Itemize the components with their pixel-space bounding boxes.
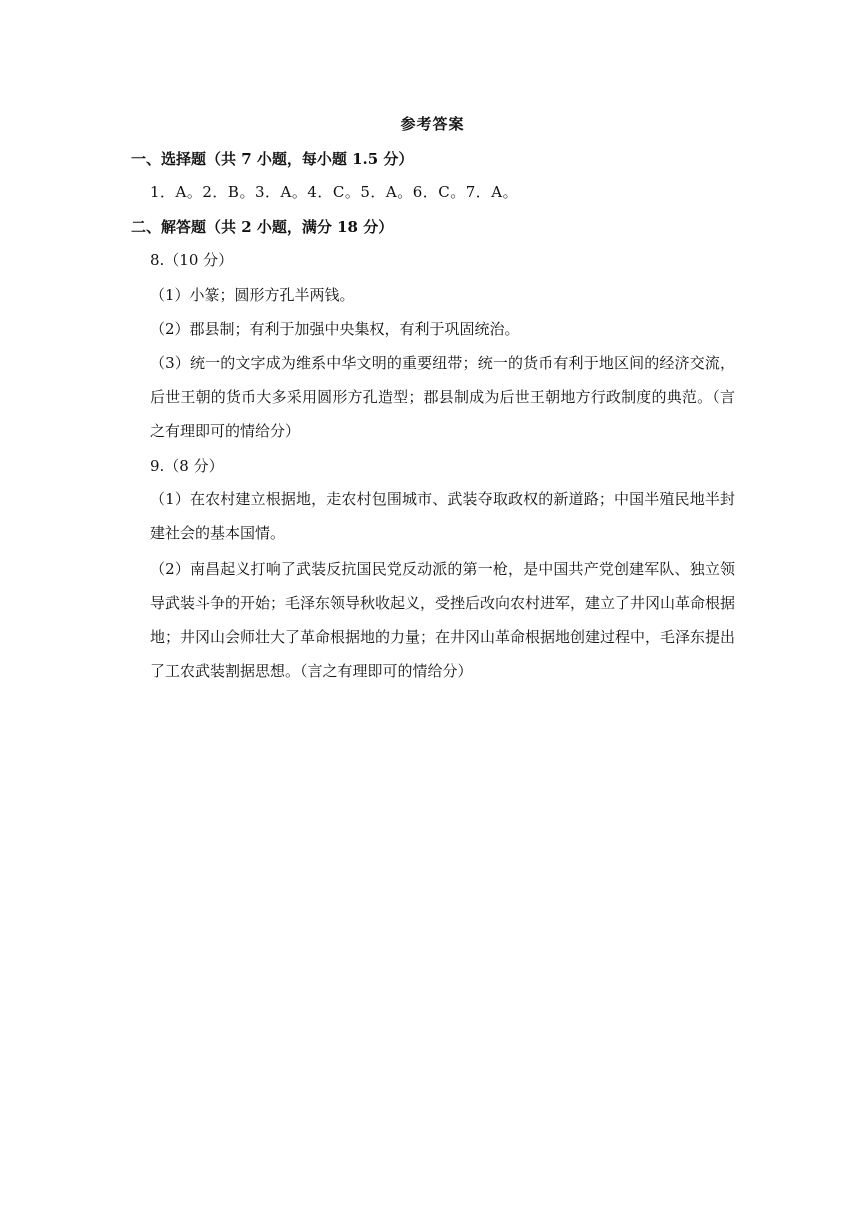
section-1-heading: 一、选择题（共 7 小题，每小题 1.5 分） (131, 150, 414, 168)
question-9-part-2: （2）南昌起义打响了武装反抗国民党反动派的第一枪，是中国共产党创建军队、独立领导武装斗争的开始；毛泽东领导秋收起义，受挫后改向农村进军，建立了井冈山革命根据地；井冈山会师壮大了革命根据地的力量；在井冈山革命根据地创建过程中，毛泽东提出了工农武装割据思想。（言之有理即可的情给分） (150, 560, 736, 680)
question-8-label: 8.（10 分） (150, 251, 234, 269)
question-8-part-2: （2）郡县制；有利于加强中央集权，有利于巩固统治。 (150, 320, 520, 338)
section-2-heading: 二、解答题（共 2 小题，满分 18 分） (131, 218, 394, 236)
multiple-choice-answers: 1．A。2．B。3．A。4．C。5．A。6．C。7．A。 (150, 183, 519, 201)
question-9-label: 9.（8 分） (150, 457, 224, 475)
question-8-part-1: （1）小篆；圆形方孔半两钱。 (150, 286, 355, 304)
question-8-part-3: （3）统一的文字成为维系中华文明的重要纽带；统一的货币有利于地区间的经济交流，后世王朝的货币大多采用圆形方孔造型；郡县制成为后世王朝地方行政制度的典范。（言之有理即可的情给分） (150, 354, 735, 440)
page-title: 参考答案 (400, 115, 465, 133)
question-9-part-1: （1）在农村建立根据地，走农村包围城市、武装夺取政权的新道路；中国半殖民地半封建社会的基本国情。 (150, 490, 735, 542)
